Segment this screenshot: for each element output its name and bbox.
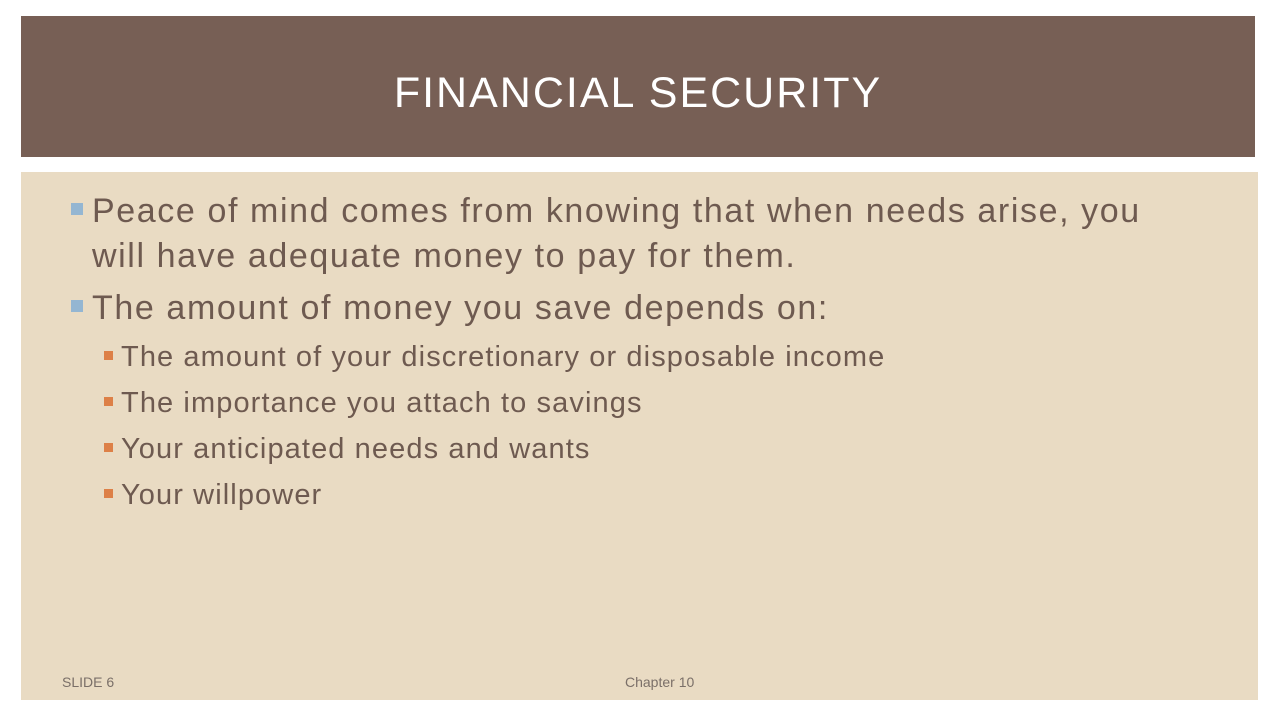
square-bullet-icon — [104, 351, 113, 360]
square-bullet-icon — [71, 300, 83, 312]
square-bullet-icon — [71, 203, 83, 215]
sub-bullet-item — [104, 431, 1204, 467]
content-panel — [21, 172, 1258, 700]
square-bullet-icon — [104, 489, 113, 498]
chapter-label: Chapter 10 — [625, 674, 695, 690]
slide-number: SLIDE 6 — [62, 674, 115, 690]
bullet-item — [71, 189, 1191, 279]
sub-bullet-text: The importance you attach to savings — [121, 387, 643, 419]
sub-bullet-item — [104, 385, 1204, 421]
bullet-text: Peace of mind comes from knowing that when needs arise, you will have adequate money to pay for them. — [92, 192, 1141, 275]
sub-bullet-item — [104, 477, 1204, 513]
square-bullet-icon — [104, 443, 113, 452]
title-bar — [21, 16, 1255, 157]
sub-bullet-text: Your willpower — [121, 479, 323, 511]
square-bullet-icon — [104, 397, 113, 406]
bullet-text: The amount of money you save depends on: — [92, 289, 829, 327]
slide-title: FINANCIAL SECURITY — [393, 69, 883, 117]
bullet-item — [71, 286, 1191, 331]
sub-bullet-text: The amount of your discretionary or disposable income — [121, 341, 886, 373]
sub-bullet-text: Your anticipated needs and wants — [121, 433, 591, 465]
sub-bullet-item — [104, 339, 1204, 375]
